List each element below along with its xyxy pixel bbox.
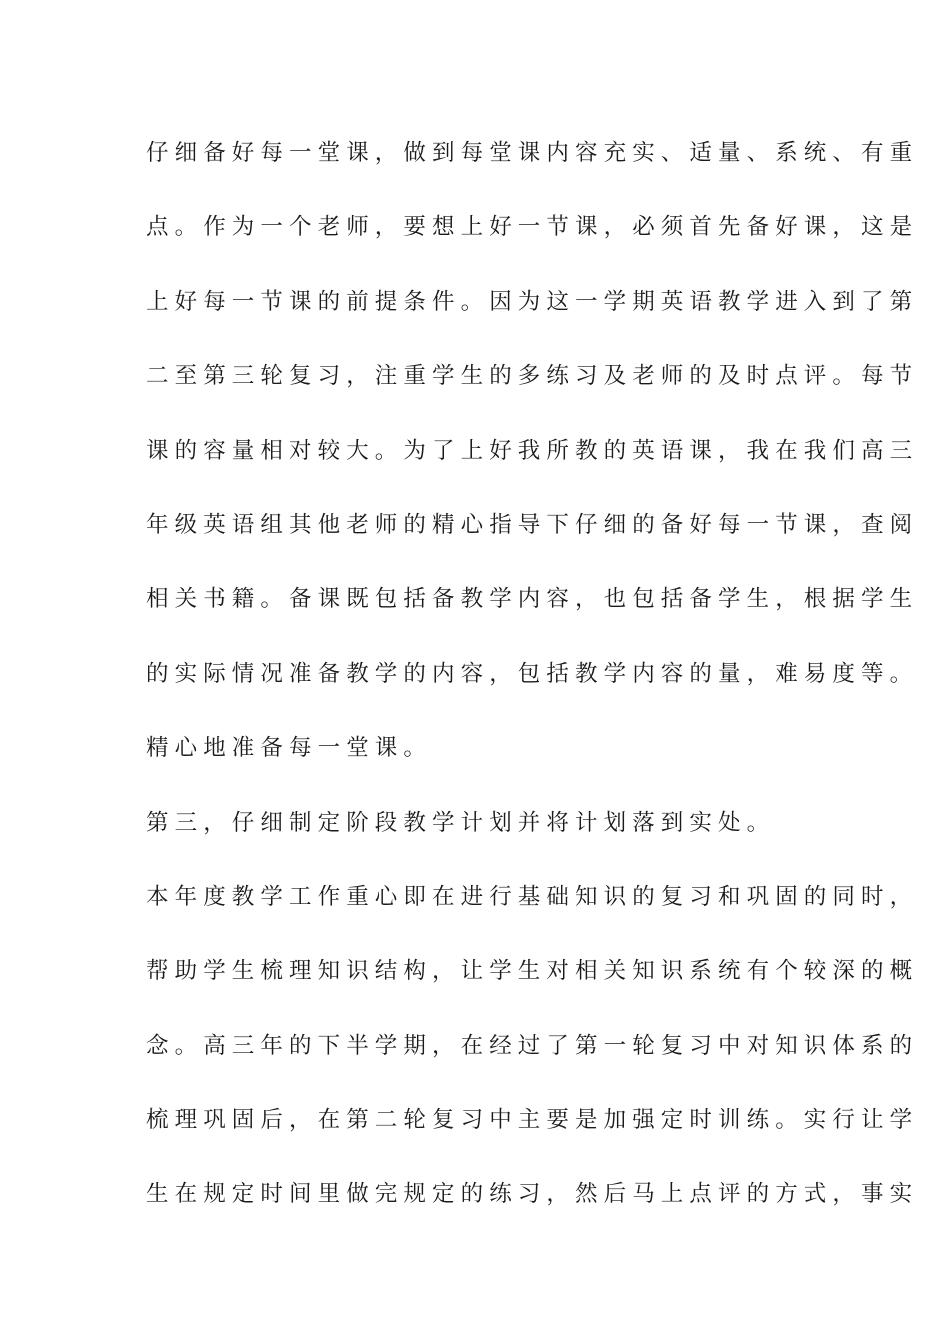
text-line: 生在规定时间里做完规定的练习，然后马上点评的方式，事实 (146, 1181, 919, 1208)
text-line: 上好每一节课的前提条件。因为这一学期英语教学进入到了第 (146, 288, 919, 315)
text-line: 相关书籍。备课既包括备教学内容，也包括备学生，根据学生 (146, 586, 919, 613)
body-text (146, 128, 919, 1244)
text-line: 年级英语组其他老师的精心指导下仔细的备好每一节课，查阅 (146, 511, 919, 538)
text-line: 仔细备好每一堂课，做到每堂课内容充实、适量、系统、有重 (146, 140, 919, 166)
text-line: 帮助学生梳理知识结构，让学生对相关知识系统有个较深的概 (146, 958, 919, 985)
text-line: 念。高三年的下半学期，在经过了第一轮复习中对知识体系的 (146, 1032, 919, 1059)
text-line: 梳理巩固后，在第二轮复习中主要是加强定时训练。实行让学 (146, 1107, 919, 1134)
text-line: 点。作为一个老师，要想上好一节课，必须首先备好课，这是 (146, 214, 919, 241)
text-line: 本年度教学工作重心即在进行基础知识的复习和巩固的同时， (146, 883, 919, 910)
text-line: 精心地准备每一堂课。 (146, 735, 433, 762)
section-heading: 第三，仔细制定阶段教学计划并将计划落到实处。 (146, 809, 776, 836)
text-line: 的实际情况准备教学的内容，包括教学内容的量，难易度等。 (146, 660, 919, 687)
text-line: 课的容量相对较大。为了上好我所教的英语课，我在我们高三 (146, 437, 919, 464)
text-line: 二至第三轮复习，注重学生的多练习及老师的及时点评。每节 (146, 363, 919, 390)
